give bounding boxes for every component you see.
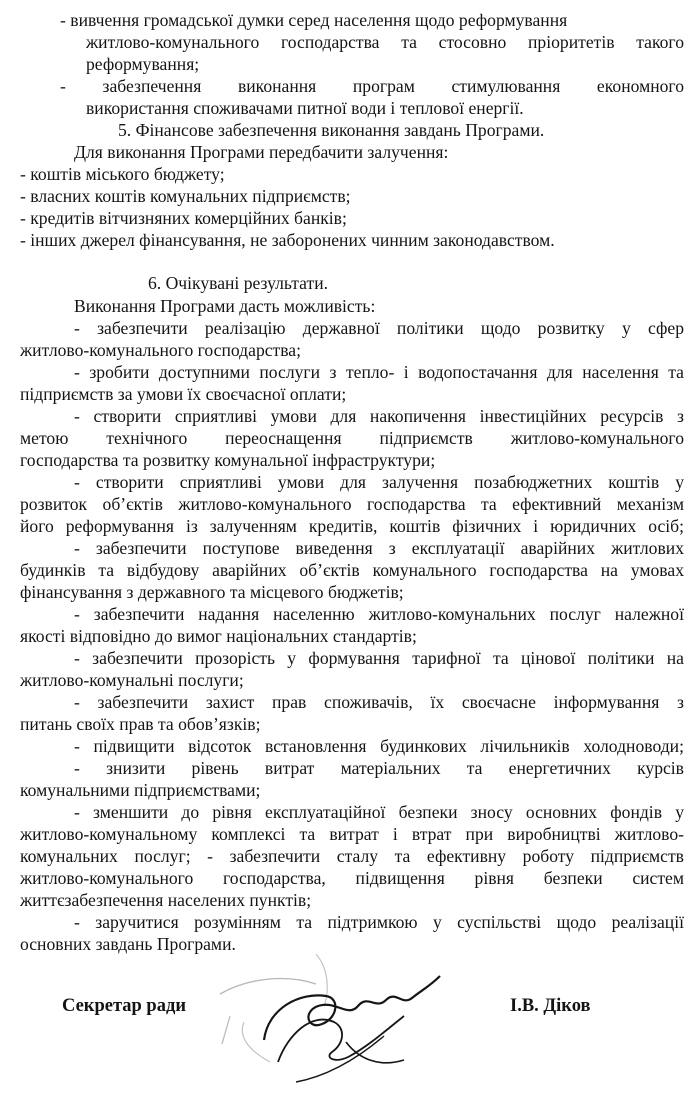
text-line: - створити сприятливі умови для залучення позабюджетних коштів у <box>74 472 684 492</box>
list-item: - кредитів вітчизняних комерційних банків; <box>20 208 347 228</box>
text-line: - зменшити до рівня експлуатаційної безпеки зносу основних фондів у <box>74 802 684 822</box>
text-line: господарства та розвитку комунальної інфраструктури; <box>20 450 436 470</box>
section-heading: 5. Фінансове забезпечення виконання завдань Програми. <box>118 120 545 140</box>
text-line: - забезпечити прозорість у формування тарифної та цінової політики на <box>74 648 684 668</box>
text-line: розвиток об’єктів житлово-комунального господарства та ефективний механізм <box>20 494 684 514</box>
text-line: житлово-комунального господарства, підвищення рівня безпеки систем <box>20 868 684 888</box>
list-item: - коштів міського бюджету; <box>20 164 225 184</box>
text-line: фінансування з державного та місцевого бюджетів; <box>20 582 404 602</box>
text-line: - забезпечення виконання програм стимулювання економного <box>60 76 684 96</box>
signatory-name: І.В. Діков <box>510 996 591 1016</box>
text-line: Для виконання Програми передбачити залучення: <box>74 142 449 162</box>
text-line: реформування; <box>86 54 200 74</box>
signature-with-stamp <box>208 940 448 1090</box>
text-line: - вивчення громадської думки серед населення щодо реформування <box>60 10 568 30</box>
text-line: - забезпечити реалізацію державної політики щодо розвитку у сфер <box>74 318 684 338</box>
text-line: Виконання Програми дасть можливість: <box>74 296 376 316</box>
list-item: - власних коштів комунальних підприємств; <box>20 186 351 206</box>
text-line: комунальними підприємствами; <box>20 780 261 800</box>
text-line: житлово-комунальному комплексі та витрат і втрат при виробництві житлово- <box>20 824 684 844</box>
text-line: - забезпечити поступове виведення з експлуатації аварійних житлових <box>74 538 684 558</box>
text-line: життєзабезпечення населених пунктів; <box>20 890 312 910</box>
text-line: житлово-комунальні послуги; <box>20 670 244 690</box>
text-line: його реформування із залученням кредитів, коштів фізичних і юридичних осіб; <box>20 516 684 536</box>
text-line: житлово-комунального господарства та стосовно пріоритетів такого <box>86 32 684 52</box>
text-line: - зробити доступними послуги з тепло- і водопостачання для населення та <box>74 362 684 382</box>
signature-title: Секретар ради <box>62 996 186 1016</box>
text-line: якості відповідно до вимог національних стандартів; <box>20 626 417 646</box>
text-line: - забезпечити надання населенню житлово-комунальних послуг належної <box>74 604 684 624</box>
text-line: основних завдань Програми. <box>20 934 236 954</box>
list-item: - інших джерел фінансування, не заборонених чинним законодавством. <box>20 230 555 250</box>
text-line: питань своїх прав та обов’язків; <box>20 714 261 734</box>
text-line: використання споживачами питної води і теплової енергії. <box>86 98 524 118</box>
text-line: будинків та відбудову аварійних об’єктів комунального господарства на умовах <box>20 560 684 580</box>
text-line: - заручитися розумінням та підтримкою у суспільстві щодо реалізації <box>74 912 684 932</box>
text-line: метою технічного переоснащення підприємств житлово-комунального <box>20 428 684 448</box>
text-line: - забезпечити захист прав споживачів, їх своєчасне інформування з <box>74 692 684 712</box>
text-line: житлово-комунального господарства; <box>20 340 302 360</box>
text-line: - підвищити відсоток встановлення будинкових лічильників холодноводи; <box>74 736 684 756</box>
text-line: - створити сприятливі умови для накопичення інвестиційних ресурсів з <box>74 406 684 426</box>
text-line: комунальних послуг; - забезпечити сталу та ефективну роботу підприємств <box>20 846 684 866</box>
section-heading: 6. Очікувані результати. <box>148 273 329 293</box>
text-line: підприємств за умови їх своєчасної оплати; <box>20 384 347 404</box>
text-line: - знизити рівень витрат матеріальних та енергетичних курсів <box>74 758 684 778</box>
